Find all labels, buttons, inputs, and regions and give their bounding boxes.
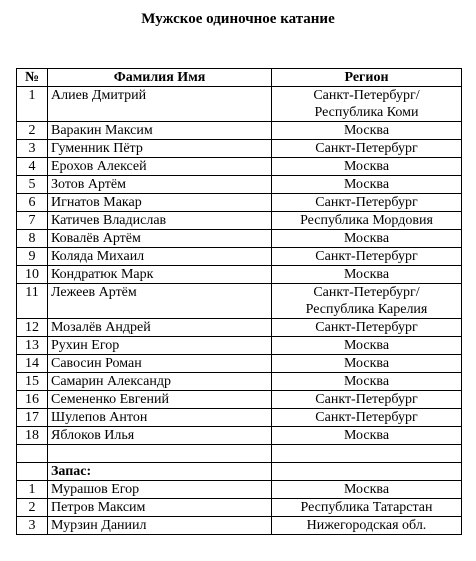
table-row	[17, 373, 462, 391]
skater-name: Мурашов Егор	[48, 481, 272, 499]
blank-row	[17, 445, 462, 463]
skater-region	[272, 284, 462, 319]
blank-cell	[272, 463, 462, 481]
row-number: 8	[17, 230, 48, 248]
row-number: 2	[17, 499, 48, 517]
blank-cell	[17, 463, 48, 481]
row-number: 6	[17, 194, 48, 212]
row-number: 9	[17, 248, 48, 266]
skater-region	[272, 373, 462, 391]
blank-cell	[17, 445, 48, 463]
skater-name: Петров Максим	[48, 499, 272, 517]
region-line: Санкт-Петербург	[315, 195, 418, 210]
skater-name: Кондратюк Марк	[48, 266, 272, 284]
table-row	[17, 409, 462, 427]
skaters-list	[17, 87, 462, 445]
table-row	[17, 499, 462, 517]
table-row	[17, 212, 462, 230]
table-row	[17, 158, 462, 176]
region-line: Санкт-Петербург	[315, 249, 418, 264]
table-row	[17, 284, 462, 319]
skater-name: Зотов Артём	[48, 176, 272, 194]
row-number: 2	[17, 122, 48, 140]
skater-region	[272, 212, 462, 230]
region-line: Республика Мордовия	[300, 213, 433, 228]
region-line: Республика Коми	[314, 105, 419, 120]
header-region: Регион	[272, 69, 462, 87]
region-line: Москва	[343, 428, 390, 443]
skater-name: Яблоков Илья	[48, 427, 272, 445]
region-line: Москва	[343, 123, 390, 138]
skater-name: Рухин Егор	[48, 337, 272, 355]
skater-region	[272, 355, 462, 373]
skater-name: Катичев Владислав	[48, 212, 272, 230]
skater-region	[272, 319, 462, 337]
separator	[17, 445, 462, 481]
table-row	[17, 140, 462, 158]
skater-name: Игнатов Макар	[48, 194, 272, 212]
skater-region	[272, 266, 462, 284]
skater-region	[272, 517, 462, 535]
row-number: 17	[17, 409, 48, 427]
table-row	[17, 355, 462, 373]
skaters-table	[16, 68, 462, 535]
skater-name: Коляда Михаил	[48, 248, 272, 266]
header-name: Фамилия Имя	[48, 69, 272, 87]
skater-name: Алиев Дмитрий	[48, 87, 272, 122]
table-row	[17, 176, 462, 194]
region-line: Москва	[343, 374, 390, 389]
skater-name: Мозалёв Андрей	[48, 319, 272, 337]
reserve-label: Запас:	[48, 463, 272, 481]
skater-region	[272, 409, 462, 427]
table-row	[17, 122, 462, 140]
row-number: 18	[17, 427, 48, 445]
blank-cell	[48, 445, 272, 463]
row-number: 12	[17, 319, 48, 337]
region-line: Санкт-Петербург/	[313, 88, 420, 103]
skater-name: Гуменник Пётр	[48, 140, 272, 158]
row-number: 15	[17, 373, 48, 391]
skater-region	[272, 140, 462, 158]
table-row	[17, 337, 462, 355]
table-row	[17, 87, 462, 122]
skater-name: Самарин Александр	[48, 373, 272, 391]
skater-region	[272, 158, 462, 176]
region-line: Санкт-Петербург	[315, 410, 418, 425]
skater-name: Варакин Максим	[48, 122, 272, 140]
skater-name: Ковалёв Артём	[48, 230, 272, 248]
skater-region	[272, 481, 462, 499]
table-header-row	[17, 69, 462, 87]
skater-name: Шулепов Антон	[48, 409, 272, 427]
row-number: 10	[17, 266, 48, 284]
table-row	[17, 194, 462, 212]
skater-region	[272, 499, 462, 517]
skater-region	[272, 230, 462, 248]
skater-region	[272, 194, 462, 212]
region-line: Москва	[343, 338, 390, 353]
table-row	[17, 230, 462, 248]
region-line: Москва	[343, 159, 390, 174]
row-number: 5	[17, 176, 48, 194]
region-line: Санкт-Петербург	[315, 141, 418, 156]
row-number: 4	[17, 158, 48, 176]
skater-name: Лежеев Артём	[48, 284, 272, 319]
region-line: Санкт-Петербург	[315, 392, 418, 407]
row-number: 3	[17, 517, 48, 535]
header-number: №	[17, 69, 48, 87]
skater-region	[272, 337, 462, 355]
skater-region	[272, 176, 462, 194]
skater-name: Мурзин Даниил	[48, 517, 272, 535]
skater-region	[272, 427, 462, 445]
table-row	[17, 427, 462, 445]
region-line: Москва	[343, 356, 390, 371]
region-line: Нижегородская обл.	[306, 518, 427, 533]
table-row	[17, 517, 462, 535]
row-number: 14	[17, 355, 48, 373]
skater-region	[272, 248, 462, 266]
skater-region	[272, 122, 462, 140]
skater-region	[272, 391, 462, 409]
skater-name: Савосин Роман	[48, 355, 272, 373]
row-number: 3	[17, 140, 48, 158]
skater-region	[272, 87, 462, 122]
region-line: Москва	[343, 267, 390, 282]
reserve-list	[17, 481, 462, 535]
region-line: Москва	[343, 482, 390, 497]
row-number: 11	[17, 284, 48, 319]
region-line: Москва	[343, 177, 390, 192]
row-number: 1	[17, 87, 48, 122]
skater-name: Семененко Евгений	[48, 391, 272, 409]
row-number: 13	[17, 337, 48, 355]
region-line: Санкт-Петербург	[315, 320, 418, 335]
region-line: Москва	[343, 231, 390, 246]
reserve-header-row	[17, 463, 462, 481]
region-line: Санкт-Петербург/	[313, 285, 420, 300]
row-number: 16	[17, 391, 48, 409]
skater-name: Ерохов Алексей	[48, 158, 272, 176]
region-line: Республика Карелия	[305, 302, 428, 317]
table-row	[17, 319, 462, 337]
blank-cell	[272, 445, 462, 463]
table-row	[17, 391, 462, 409]
table-row	[17, 481, 462, 499]
table-row	[17, 266, 462, 284]
row-number: 1	[17, 481, 48, 499]
page-title: Мужское одиночное катание	[141, 11, 335, 27]
region-line: Республика Татарстан	[300, 500, 433, 515]
row-number: 7	[17, 212, 48, 230]
table-row	[17, 248, 462, 266]
